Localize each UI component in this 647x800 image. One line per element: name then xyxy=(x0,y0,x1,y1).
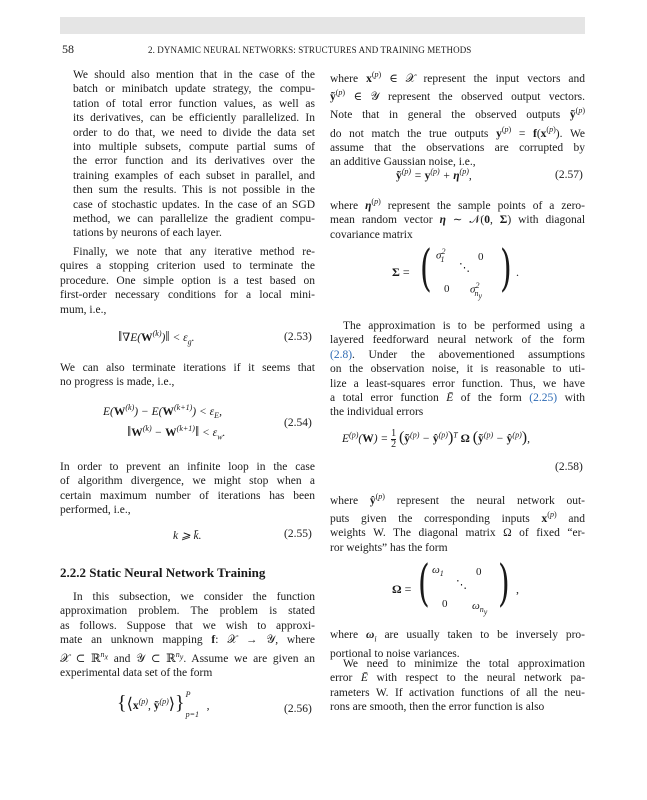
paragraph-observations: where $x^{(p)}$ ∈ 𝒳 represent the input vectors and ỹ$^{(p)}$ ∈ 𝒴 represent the observed output vectors. Note that in general the observed outputs ỹ$^{(p)}$ do not match the true outputs $y^{(p)} = f(x^{(p)})$. We assume that the observations are corrupted by an additive Gaussian noise, i.e., xyxy=(330,70,586,169)
reference-link[interactable]: (2.25) xyxy=(529,392,558,405)
paragraph-stopping-criterion: Finally, we note that any iterative method re- quires a stopping criterion used to terminate the procedure. One simple option is a test based on first-order necessary conditions for a local mini- mum, i.e., xyxy=(60,246,315,316)
equation-2-54b: $‖W^{(k)}$ − $W^{(k+1)}‖ < \varepsilon_w$. xyxy=(127,424,226,442)
equation-2-56: {$⟨x^{(p)}$, ỹ$^{(p)}$⟩} P p=1 , xyxy=(117,690,210,719)
equation-2-53: $‖\nabla E(W^{(k)})‖ < \varepsilon_g$. xyxy=(118,329,195,347)
equation-number: (2.58) xyxy=(555,461,583,473)
equation-number: (2.57) xyxy=(555,169,583,181)
paragraph-least-squares: The approximation is to be performed using a layered feedforward neural network of the form (2.8). Under the abovementioned assumptions on the observation noise, it is reasonable to uti- lize a least-squares error function. Thus, we have a total error function Ē of the form (2.25) with the individual errors xyxy=(330,320,586,419)
equation-2-55: k ⩾ k̄. xyxy=(173,530,202,542)
equation-2-54a: $E(W^{(k)}) - E(W^{(k+1)}) < \varepsilon_E$, xyxy=(103,403,222,421)
paragraph-no-progress: We can also terminate iterations if it seems that no progress is made, i.e., xyxy=(60,362,315,389)
equation-number: (2.54) xyxy=(284,417,312,429)
running-head: 2. DYNAMIC NEURAL NETWORKS: STRUCTURES AND TRAINING METHODS xyxy=(148,45,472,55)
paragraph-max-iterations: In order to prevent an infinite loop in the case of algorithm divergence, we might stop when a certain maximum number of iterations has been performed, i.e., xyxy=(60,461,315,517)
equation-number: (2.55) xyxy=(284,528,312,540)
section-title: 2.2.2 Static Neural Network Training xyxy=(60,565,266,580)
equation-number: (2.53) xyxy=(284,331,312,343)
reference-link[interactable]: (2.8) xyxy=(330,348,353,361)
error-weights-matrix: Ω = ( $\omega_1$ 0 ⋱ 0 $\omega_{n_y}$ ) , xyxy=(392,554,519,617)
paragraph-network-outputs: where $ŷ^{(p)}$ represent the neural network out- puts given the corresponding inputs $x^{(p)}$ and weights W. The diagonal matrix Ω of fixed “er- ror weights” has the form xyxy=(330,492,586,554)
equation-2-57: ỹ$^{(p)}$ = $y^{(p)} + \eta^{(p)}$, xyxy=(396,167,472,182)
paragraph-omega: where $\omega_i$ are usually taken to be inversely pro- portional to noise variances. xyxy=(330,629,586,660)
paragraph-noise: where $\eta^{(p)}$ represent the sample points of a zero- mean random vector η ∼ 𝒩(0, Σ) with diagonal covariance matrix xyxy=(330,197,586,241)
page-number: 58 xyxy=(62,42,74,56)
covariance-matrix: Σ = ( $\sigma^2_1$ 0 ⋱ 0 $\sigma^2_{n_y}$ ) . xyxy=(392,239,519,301)
equation-number: (2.56) xyxy=(284,703,312,715)
equation-2-58: $E^{(p)}(W) = 1$ 2 (ỹ$^{(p)}$ − $ŷ^{(p)})^T$ Ω (ỹ$^{(p)}$ − $ŷ^{(p)}$), xyxy=(342,428,530,450)
paragraph-minimize: We need to minimize the total approximation error Ē with respect to the neural network pa- rameters W. If activation functions of all the neu- rons are smooth, then the error function is also xyxy=(330,658,586,714)
paragraph-parallelization: We should also mention that in the case of the batch or minibatch update strategy, the compu- tation of total error function values, as well as its derivatives, can be efficiently parallelized. In order to do that, we need to divide the data set into multiple subsets, compute partial sums of the error function and its derivatives over the training examples of each subset in parallel, and then sum the results. This is not possible in the case of stochastic updates. In the case of an SGD method, we can parallelize the gradient compu- tations by neurons of each layer. xyxy=(73,69,315,240)
paragraph-function-approximation: In this subsection, we consider the function approximation problem. The problem is stated as follows. Suppose that we wish to approxi- mate an unknown mapping f: 𝒳 → 𝒴, where 𝒳 ⊂ ℝ$^{n_x}$ and 𝒴 ⊂ ℝ$^{n_y}$. Assume we are given an experimental data set of the form xyxy=(60,591,316,679)
top-header-bar xyxy=(60,17,585,34)
